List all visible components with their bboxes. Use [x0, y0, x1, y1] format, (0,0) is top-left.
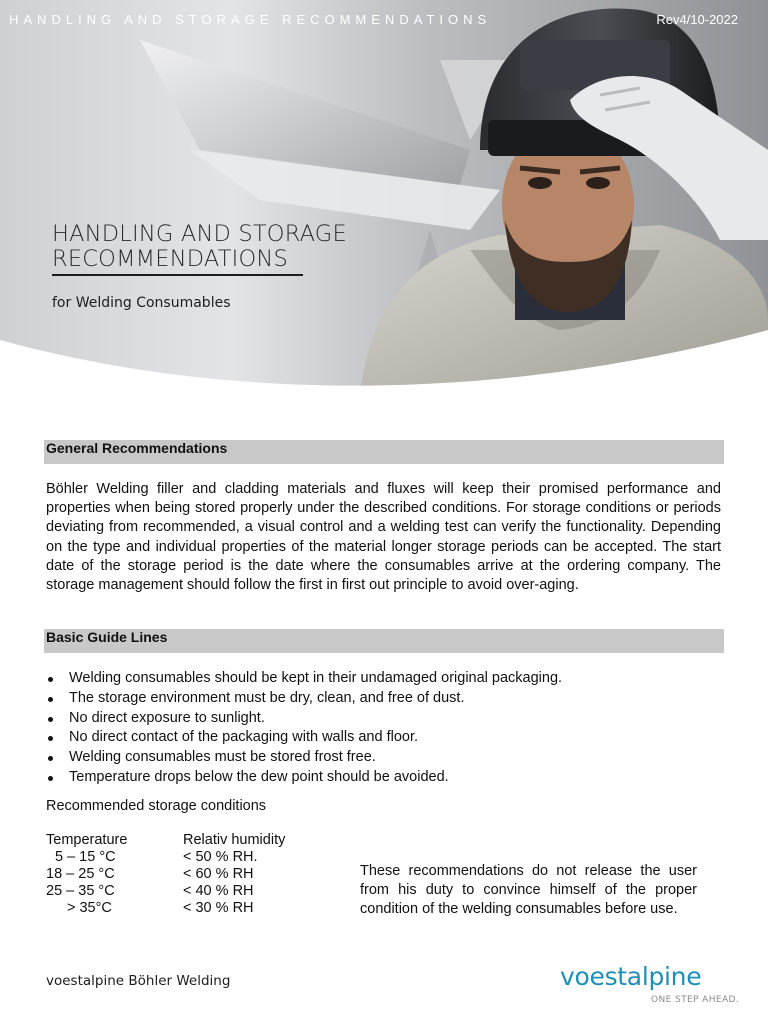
bullet-icon: [48, 736, 53, 741]
bullet-icon: [48, 717, 53, 722]
section-heading-general: General Recommendations: [44, 440, 724, 464]
storage-conditions-label: Recommended storage conditions: [46, 798, 267, 814]
footer-company-name: voestalpine Böhler Welding: [46, 973, 231, 989]
disclaimer-note: These recommendations do not release the user from his duty to convince himself of the proper condition of the welding consumables before use.: [360, 863, 697, 917]
brand-logo: voestalpine: [560, 962, 702, 991]
table-row: [46, 900, 306, 917]
list-item: [46, 689, 706, 709]
table-row: [46, 849, 306, 866]
list-item: [46, 768, 706, 788]
list-item-text: Welding consumables should be kept in their undamaged original packaging.: [69, 670, 563, 686]
bullet-icon: [48, 776, 53, 781]
list-item-text: Temperature drops below the dew point should be avoided.: [69, 768, 449, 785]
humidity-cell: < 50 % RH.: [183, 849, 258, 865]
temperature-cell: 25 – 35 °C: [46, 883, 115, 899]
guideline-list: [46, 669, 706, 788]
humidity-cell: < 30 % RH: [183, 900, 254, 916]
table-row: [46, 866, 306, 883]
general-paragraph: Böhler Welding filler and cladding materials and fluxes will keep their promised performance and properties when being stored properly under the described conditions. For storage conditions or periods deviating from recommended, a visual control and a welding test can verify the functionality. Depending on the type and individual properties of the material longer storage periods can be accepted. The start date of the storage period is the date where the consumables arrive at the ordering company. The storage management should follow the first in first out principle to avoid over-aging.: [46, 481, 721, 594]
humidity-cell: < 40 % RH: [183, 883, 254, 899]
bullet-icon: [48, 697, 53, 702]
list-item: [46, 709, 706, 729]
list-item-text: Welding consumables must be stored frost free.: [69, 749, 376, 766]
revision-label: Rev4/10-2022: [656, 12, 738, 27]
column-header-temperature: Temperature: [46, 832, 128, 848]
storage-conditions-table: [46, 849, 306, 917]
brand-tagline: ONE STEP AHEAD.: [651, 995, 740, 1005]
page-title-line2: RECOMMENDATIONS: [52, 246, 288, 272]
list-item-text: No direct contact of the packaging with walls and floor.: [69, 729, 418, 746]
temperature-cell: > 35°C: [67, 900, 112, 916]
list-item-text: The storage environment must be dry, clean, and free of dust.: [69, 689, 465, 706]
bullet-icon: [48, 677, 53, 682]
welder-photo: [0, 0, 768, 405]
list-item-text: No direct exposure to sunlight.: [69, 709, 265, 726]
temperature-cell: 5 – 15 °C: [55, 849, 116, 865]
list-item: [46, 748, 706, 768]
table-row: [46, 883, 306, 900]
column-header-humidity: Relativ humidity: [183, 832, 286, 848]
document-header-title: HANDLING AND STORAGE RECOMMENDATIONS: [9, 12, 492, 27]
section-heading-guidelines: Basic Guide Lines: [44, 629, 724, 653]
list-item: [46, 669, 706, 689]
title-underline: [52, 274, 303, 276]
bullet-icon: [48, 756, 53, 761]
list-item: [46, 728, 706, 748]
humidity-cell: < 60 % RH: [183, 866, 254, 882]
hero-banner: [0, 0, 768, 405]
page-subtitle: for Welding Consumables: [52, 295, 231, 311]
temperature-cell: 18 – 25 °C: [46, 866, 115, 882]
page-title: [52, 222, 372, 272]
page-title-line1: HANDLING AND STORAGE: [52, 221, 347, 247]
